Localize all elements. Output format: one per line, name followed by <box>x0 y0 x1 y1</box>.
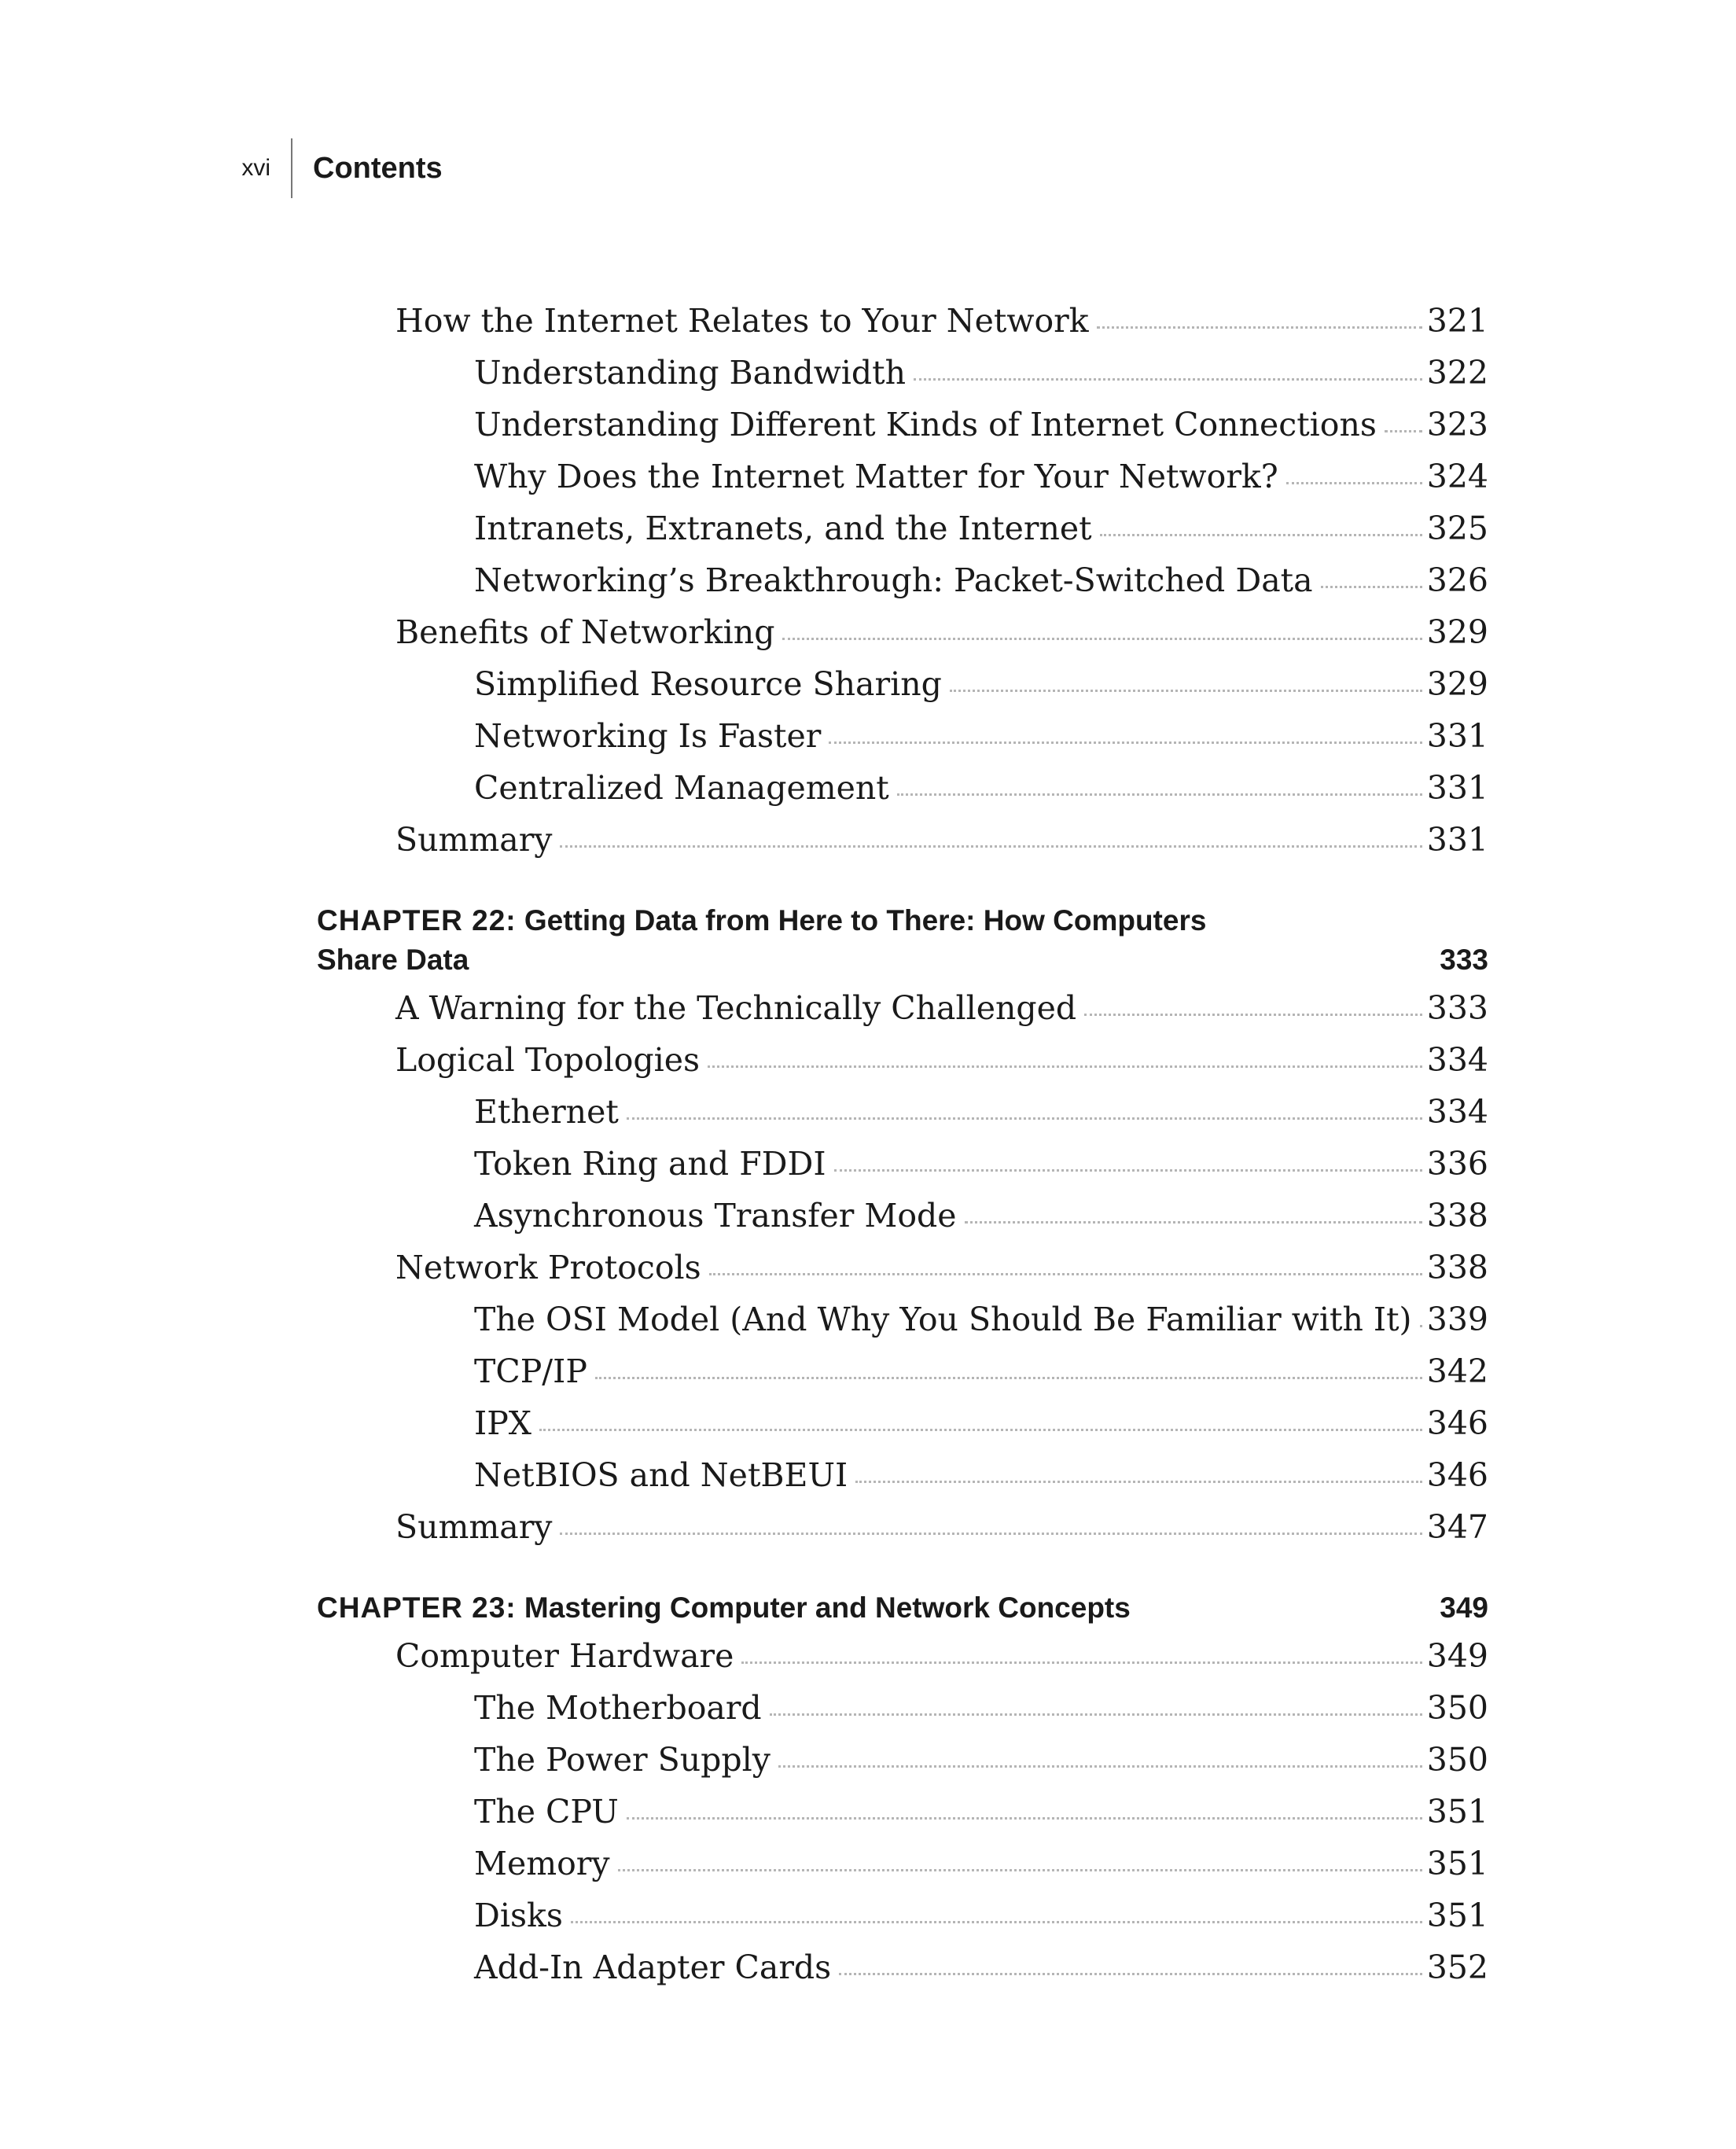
toc-entry-title: Understanding Bandwidth <box>474 354 907 392</box>
toc-entry-title: Summary <box>395 1508 553 1546</box>
chapter-title: Mastering Computer and Network Concepts <box>524 1592 1131 1624</box>
toc-entry <box>317 1897 1488 1948</box>
toc-entry-page: 323 <box>1426 406 1488 443</box>
toc-entry-title: Benefits of Networking <box>395 613 775 651</box>
toc-entry-title: TCP/IP <box>474 1352 587 1390</box>
toc-entry-page: 352 <box>1426 1948 1488 1986</box>
toc-entry-page: 325 <box>1426 510 1488 547</box>
dot-leader <box>708 1065 1422 1068</box>
toc-entry-title: Disks <box>474 1897 563 1934</box>
toc-entry <box>317 354 1488 406</box>
toc-entry-title: Ethernet <box>474 1093 619 1131</box>
dot-leader <box>595 1376 1422 1379</box>
chapter-22-entries <box>317 989 1488 1560</box>
chapter-heading-line <box>317 1588 1488 1628</box>
toc-entry-page: 336 <box>1426 1145 1488 1183</box>
dot-leader <box>627 1816 1422 1820</box>
toc-entry-title: Memory <box>474 1845 610 1882</box>
toc-entry-title: Networking’s Breakthrough: Packet-Switched Data <box>474 561 1313 599</box>
toc-entry-title: Summary <box>395 821 553 859</box>
toc-entry <box>317 458 1488 510</box>
dot-leader <box>950 689 1422 692</box>
toc-entry-title: Logical Topologies <box>395 1041 701 1079</box>
dot-leader <box>627 1117 1422 1120</box>
chapter-page: 349 <box>1440 1592 1488 1624</box>
toc-entry <box>317 1948 1488 2000</box>
dot-leader <box>778 1764 1422 1768</box>
chapter-22-heading <box>317 901 1488 980</box>
toc-entry-page: 333 <box>1426 989 1488 1027</box>
toc-entry-page: 331 <box>1426 717 1488 755</box>
dot-leader <box>1420 1324 1422 1327</box>
toc-entry <box>317 1508 1488 1560</box>
toc-entry-page: 347 <box>1426 1508 1488 1546</box>
dot-leader <box>829 741 1422 744</box>
dot-leader <box>1097 326 1422 329</box>
dot-leader <box>560 1532 1422 1535</box>
dot-leader <box>782 637 1422 640</box>
toc-entry <box>317 1845 1488 1897</box>
toc-entry-page: 322 <box>1426 354 1488 392</box>
toc-entry <box>317 1093 1488 1145</box>
running-head-title: Contents <box>313 151 443 185</box>
toc-entry-title: The Power Supply <box>474 1741 771 1779</box>
dot-leader <box>618 1868 1422 1871</box>
toc-entry-title: Network Protocols <box>395 1249 701 1286</box>
toc-entry-title: Asynchronous Transfer Mode <box>474 1197 957 1235</box>
toc-entry-title: The OSI Model (And Why You Should Be Familiar with It) <box>474 1301 1412 1338</box>
toc-entry <box>317 613 1488 665</box>
toc-entry <box>317 1249 1488 1301</box>
toc-entry-page: 350 <box>1426 1741 1488 1779</box>
dot-leader <box>709 1272 1422 1275</box>
dot-leader <box>571 1920 1422 1923</box>
toc-entry-title: Intranets, Extranets, and the Internet <box>474 510 1092 547</box>
toc-entry <box>317 1041 1488 1093</box>
dot-leader <box>560 845 1422 848</box>
toc-entry <box>317 1301 1488 1352</box>
toc-entry <box>317 1689 1488 1741</box>
toc-entry-title: A Warning for the Technically Challenged <box>395 989 1077 1027</box>
dot-leader <box>965 1220 1422 1224</box>
toc-entry-page: 334 <box>1426 1093 1488 1131</box>
chapter-title: Getting Data from Here to There: How Computers <box>524 904 1207 937</box>
chapter-label: CHAPTER 22: <box>317 904 517 937</box>
toc-entry-page: 329 <box>1426 665 1488 703</box>
toc-entry-title: Computer Hardware <box>395 1637 734 1675</box>
header-divider <box>291 138 292 198</box>
toc-entry-page: 342 <box>1426 1352 1488 1390</box>
chapter-heading-line <box>317 940 1488 980</box>
toc-entry-title: IPX <box>474 1404 531 1442</box>
chapter-23-heading <box>317 1588 1488 1628</box>
toc-entry-page: 339 <box>1426 1301 1488 1338</box>
dot-leader <box>1084 1013 1422 1016</box>
toc-entry-page: 321 <box>1426 302 1488 340</box>
toc-entry <box>317 821 1488 873</box>
toc-entry <box>317 1793 1488 1845</box>
dot-leader <box>897 793 1422 796</box>
toc-entry-title: The Motherboard <box>474 1689 762 1727</box>
dot-leader <box>741 1661 1422 1664</box>
toc-entry <box>317 769 1488 821</box>
dot-leader <box>839 1972 1422 1975</box>
toc-entry <box>317 1456 1488 1508</box>
toc-entry <box>317 510 1488 561</box>
toc-entry-page: 331 <box>1426 821 1488 859</box>
toc-entry-title: Understanding Different Kinds of Internet Connections <box>474 406 1377 443</box>
toc-entry-title: How the Internet Relates to Your Network <box>395 302 1089 340</box>
toc-entry-title: Add-In Adapter Cards <box>474 1948 832 1986</box>
toc-entry-page: 346 <box>1426 1404 1488 1442</box>
toc-group-1 <box>317 302 1488 873</box>
toc-entry-page: 329 <box>1426 613 1488 651</box>
chapter-page: 333 <box>1440 944 1488 976</box>
toc-entry-page: 331 <box>1426 769 1488 807</box>
toc-entry-page: 338 <box>1426 1249 1488 1286</box>
toc-entry <box>317 1197 1488 1249</box>
dot-leader <box>770 1713 1422 1716</box>
toc-entry <box>317 1352 1488 1404</box>
toc-entry <box>317 717 1488 769</box>
dot-leader <box>855 1480 1422 1483</box>
toc-entry <box>317 561 1488 613</box>
toc-entry-page: 338 <box>1426 1197 1488 1235</box>
toc-entry <box>317 1404 1488 1456</box>
dot-leader <box>1100 533 1422 536</box>
toc-entry <box>317 665 1488 717</box>
dot-leader <box>834 1168 1422 1172</box>
toc-entry <box>317 1637 1488 1689</box>
toc-entry-title: Networking Is Faster <box>474 717 822 755</box>
page-number: xvi <box>241 155 270 181</box>
toc-entry-title: Token Ring and FDDI <box>474 1145 826 1183</box>
dot-leader <box>914 377 1422 381</box>
toc-entry <box>317 989 1488 1041</box>
toc-entry-page: 351 <box>1426 1845 1488 1882</box>
toc-entry-page: 351 <box>1426 1793 1488 1831</box>
toc-entry-title: Centralized Management <box>474 769 889 807</box>
dot-leader <box>539 1428 1422 1431</box>
chapter-23-entries <box>317 1637 1488 2000</box>
chapter-heading-text <box>317 901 1206 940</box>
toc-entry <box>317 302 1488 354</box>
toc-entry-title: The CPU <box>474 1793 619 1831</box>
chapter-label: CHAPTER 23: <box>317 1592 517 1624</box>
toc-entry-title: NetBIOS and NetBEUI <box>474 1456 848 1494</box>
table-of-contents <box>317 302 1488 2000</box>
toc-entry-page: 324 <box>1426 458 1488 495</box>
toc-entry <box>317 406 1488 458</box>
toc-entry <box>317 1145 1488 1197</box>
toc-entry-page: 334 <box>1426 1041 1488 1079</box>
running-head <box>236 148 443 189</box>
toc-entry <box>317 1741 1488 1793</box>
toc-entry-page: 351 <box>1426 1897 1488 1934</box>
chapter-title-continued: Share Data <box>317 944 469 976</box>
toc-entry-page: 326 <box>1426 561 1488 599</box>
chapter-heading-line <box>317 901 1488 940</box>
toc-entry-title: Simplified Resource Sharing <box>474 665 942 703</box>
toc-entry-page: 350 <box>1426 1689 1488 1727</box>
dot-leader <box>1385 429 1422 432</box>
chapter-heading-text <box>317 1588 1131 1628</box>
toc-entry-page: 349 <box>1426 1637 1488 1675</box>
dot-leader <box>1321 585 1422 588</box>
toc-entry-page: 346 <box>1426 1456 1488 1494</box>
dot-leader <box>1286 481 1422 484</box>
toc-entry-title: Why Does the Internet Matter for Your Network? <box>474 458 1278 495</box>
